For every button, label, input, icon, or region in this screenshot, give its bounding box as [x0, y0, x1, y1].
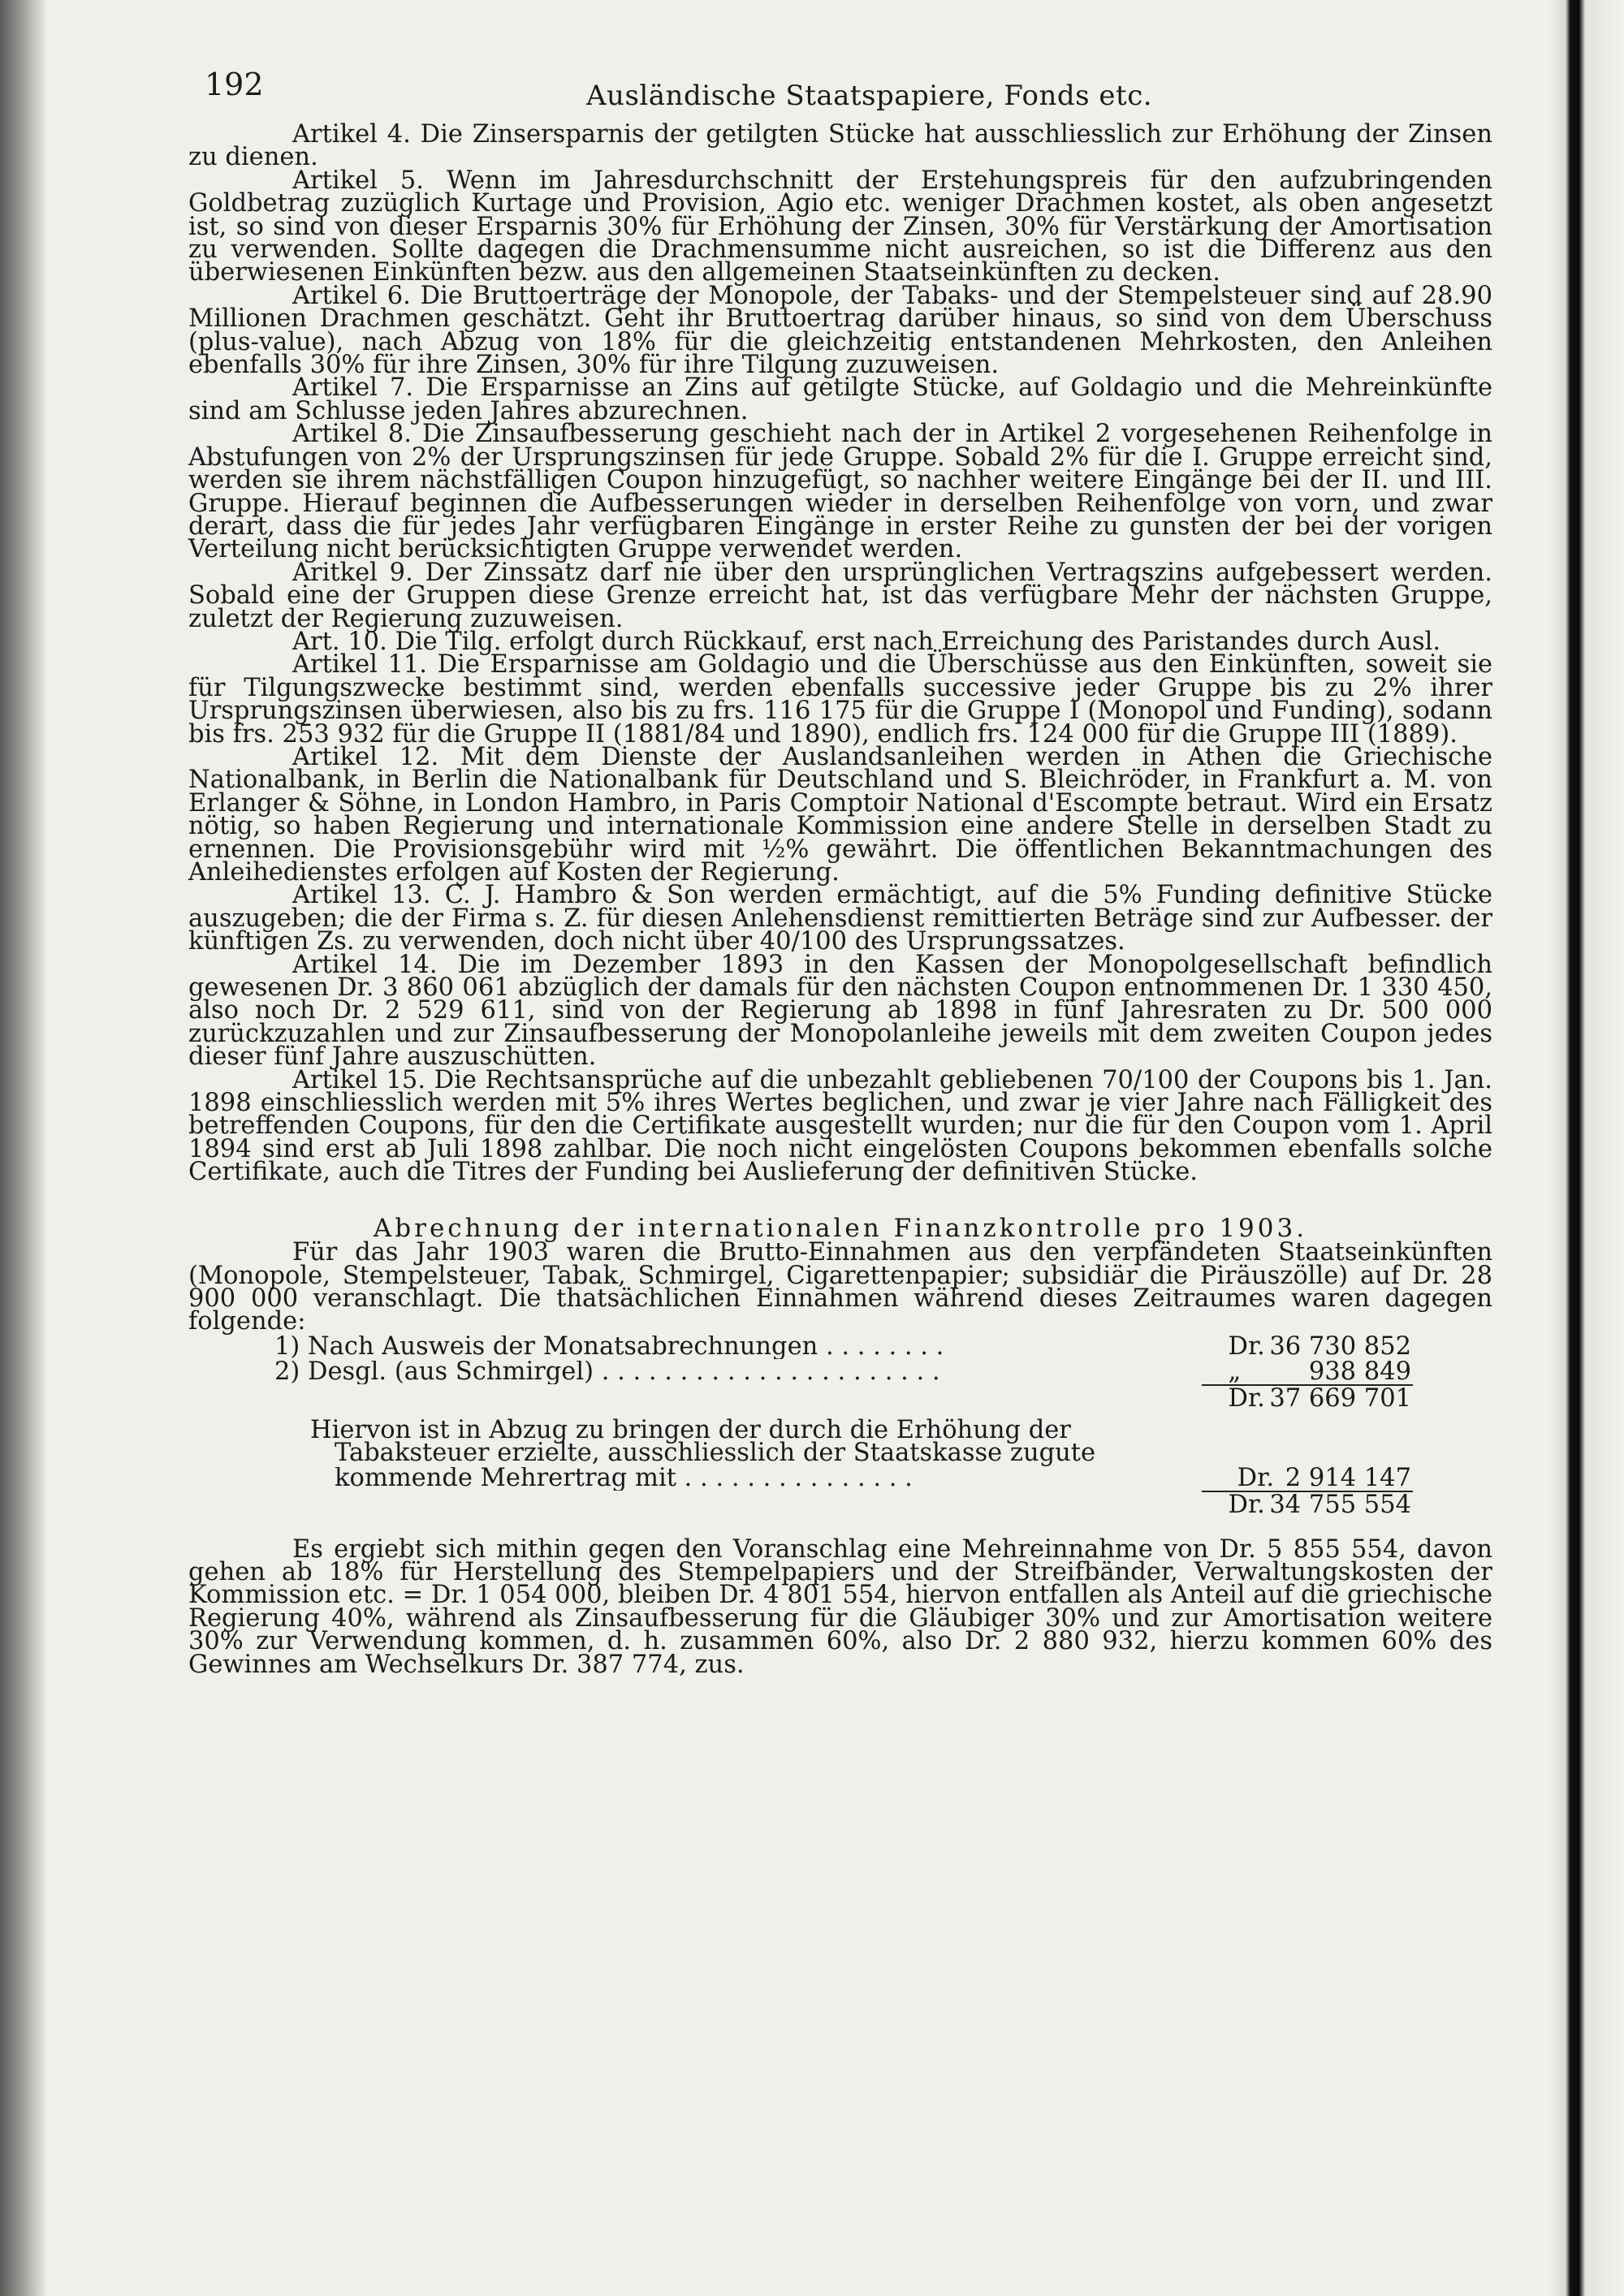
deduction-line: kommende Mehrertrag mit . . . . . . . . . . . . . . .	[335, 1467, 913, 1491]
deduction-amount: 2 914 147	[1285, 1464, 1411, 1493]
row-label: 2) Desgl. (aus Schmirgel) . . . . . . . . . . . . . . . . . . . . . .	[274, 1361, 940, 1384]
page-number: 192	[205, 67, 264, 102]
table-row	[188, 1357, 1412, 1387]
subtotal-currency: Dr.	[1228, 1384, 1265, 1413]
total-amount: 34 755 554	[1269, 1491, 1412, 1520]
abrechnung-intro: Für das Jahr 1903 waren die Brutto-Einnahmen aus den verpfändeten Staatseinkünften (Monopole, Stempelsteuer, Tabak, Schmirgel, Cigarettenpapier; subsidiär die Piräuszölle) auf Dr. 28 900 000 veranschlagt. Die thatsächlichen Einnahmen während dieses Zeitraumes waren dagegen folgende:	[188, 1238, 1492, 1336]
table-row	[188, 1332, 1412, 1362]
deduction-line: Tabaksteuer erzielte, ausschliesslich der Staatskasse zugute	[335, 1439, 1096, 1468]
article-6: Artikel 6. Die Bruttoerträge der Monopole, der Tabaks- und der Stempelsteuer sind auf 28.90 Millionen Drachmen geschätzt. Geht ihr Bruttoertrag darüber hinaus, so sind von dem Überschuss (plus-value), nach Abzug von 18% für die gleichzeitig entstandenen Mehrkosten, den Anleihen ebenfalls 30% für ihre Zinsen, 30% für ihre Tilgung zuzuweisen.	[188, 281, 1492, 380]
article-4: Artikel 4. Die Zinsersparnis der getilgten Stücke hat ausschliesslich zur Erhöhung der Zinsen zu dienen.	[188, 120, 1492, 172]
scan-left-edge	[0, 0, 47, 2296]
article-14: Artikel 14. Die im Dezember 1893 in den Kassen der Monopolgesellschaft befindlich gewesenen Dr. 3 860 061 abzüglich der damals für den nächsten Coupon entnommenen Dr. 1 330 450, also noch Dr. 2 529 611, sind von der Regierung ab 1898 in fünf Jahresraten zu Dr. 500 000 zurückzuzahlen und zur Zinsaufbesserung der Monopolanleihe jeweils mit dem zweiten Coupon jedes dieser fünf Jahre auszuschütten.	[188, 950, 1492, 1072]
article-11: Artikel 11. Die Ersparnisse am Goldagio und die Überschüsse aus den Einkünften, soweit sie für Tilgungszwecke bestimmt sind, werden ebenfalls successive jeder Gruppe bis zu 2% ihrer Ursprungszinsen überwiesen, also bis zu frs. 116 175 für die Gruppe I (Monopol und Funding), sodann bis frs. 253 932 für die Gruppe II (1881/84 und 1890), endlich frs. 124 000 für die Gruppe III (1889).	[188, 650, 1492, 749]
article-9: Aritkel 9. Der Zinssatz darf nie über den ursprünglichen Vertragszins aufgebessert werden. Sobald eine der Gruppen diese Grenze erreicht hat, ist das verfügbare Mehr der nächsten Gruppe, zuletzt der Regierung zuzuweisen.	[188, 558, 1492, 633]
row-currency: „	[1228, 1357, 1242, 1387]
row-currency: Dr.	[1228, 1332, 1265, 1362]
page-header	[188, 62, 1492, 123]
document-page	[188, 62, 1492, 1677]
row-amount: 36 730 852	[1269, 1332, 1412, 1362]
deduction-text	[188, 1415, 1203, 1468]
article-7: Artikel 7. Die Ersparnisse an Zins auf getilgte Stücke, auf Goldagio und die Mehreinkünfte sind am Schlusse jeden Jahres abzurechnen.	[188, 373, 1492, 425]
section-heading: Abrechnung der internationalen Finanzkontrolle pro 1903.	[373, 1213, 1308, 1243]
deduction-row	[188, 1465, 1411, 1491]
article-8: Artikel 8. Die Zinsaufbesserung geschieht nach der in Artikel 2 vorgesehenen Reihenfolge in Abstufungen von 2% der Ursprungszinsen für jede Gruppe. Sobald 2% für die I. Gruppe erreicht sind, werden sie ihrem nächstfälligen Coupon hinzugefügt, so nachher weitere Eingänge bei der II. und III. Gruppe. Hierauf beginnen die Aufbesserungen wieder in derselben Reihenfolge von vorn, und zwar derart, dass die für jedes Jahr verfügbaren Eingänge in erster Reihe zu gunsten der bei der vorigen Verteilung nicht berücksichtigten Gruppe verwendet werden.	[188, 420, 1492, 564]
article-15: Artikel 15. Die Rechtsansprüche auf die unbezahlt gebliebenen 70/100 der Coupons bis 1. Jan. 1898 einschliesslich werden mit 5% ihres Wertes beglichen, und zwar je vier Jahre nach Fälligkeit des betreffenden Coupons, für den die Certifikate ausgestellt wurden; nur die für den Coupon vom 1. April 1894 sind erst ab Juli 1898 zahlbar. Die noch nicht eingelösten Coupons bekommen ebenfalls solche Certifikate, auch die Titres der Funding bei Auslieferung der definitiven Stücke.	[188, 1065, 1492, 1187]
scan-right-edge	[1549, 0, 1624, 2296]
subtotal-amount: 37 669 701	[1269, 1384, 1412, 1413]
total-row	[188, 1491, 1412, 1520]
revenue-table	[188, 1332, 1412, 1520]
row-label: 1) Nach Ausweis der Monatsabrechnungen . . . . . . . .	[274, 1336, 944, 1359]
subtotal-row	[188, 1386, 1411, 1411]
deduction-currency: Dr.	[1237, 1464, 1275, 1493]
article-10: Art. 10. Die Tilg. erfolgt durch Rückkauf, erst nach Erreichung des Paristandes durch Ausl.	[292, 627, 1441, 656]
article-13: Artikel 13. C. J. Hambro & Son werden ermächtigt, auf die 5% Funding definitive Stücke auszugeben; die der Firma s. Z. für diesen Anlehensdienst remittierten Beträge sind zur Aufbesser. der künftigen Zs. zu verwenden, doch nicht über 40/100 des Ursprungssatzes.	[188, 881, 1492, 956]
deduction-line: Hiervon ist in Abzug zu bringen der durch die Erhöhung der	[310, 1415, 1071, 1444]
article-5: Artikel 5. Wenn im Jahresdurchschnitt der Erstehungspreis für den aufzubringenden Goldbetrag zuzüglich Kurtage und Provision, Agio etc. weniger Drachmen kostet, als oben angesetzt ist, so sind von dieser Ersparnis 30% für Erhöhung der Zinsen, 30% für Verstärkung der Amortisation zu verwenden. Sollte dagegen die Drachmensumme nicht ausreichen, so ist die Differenz aus den überwiesenen Einkünften bezw. aus den allgemeinen Staatseinkünften zu decken.	[188, 166, 1492, 287]
article-12: Artikel 12. Mit dem Dienste der Auslandsanleihen werden in Athen die Griechische Nationalbank, in Berlin die Nationalbank für Deutschland und S. Bleichröder, in Frankfurt a. M. von Erlanger & Söhne, in London Hambro, in Paris Comptoir National d'Escompte betraut. Wird ein Ersatz nötig, so haben Regierung und internationale Kommission eine andere Stelle in derselben Stadt zu ernennen. Die Provisionsgebühr wird mit ½% gewährt. Die öffentlichen Bekanntmachungen des Anleihedienstes erfolgen auf Kosten der Regierung.	[188, 742, 1492, 887]
running-title: Ausländische Staatspapiere, Fonds etc.	[586, 80, 1153, 112]
row-amount: 938 849	[1308, 1357, 1412, 1387]
total-currency: Dr.	[1228, 1491, 1265, 1520]
closing-paragraph: Es ergiebt sich mithin gegen den Voranschlag eine Mehreinnahme von Dr. 5 855 554, davon gehen ab 18% für Herstellung des Stempelpapiers und der Streifbänder, Verwaltungskosten der Kommission etc. = Dr. 1 054 000, bleiben Dr. 4 801 554, hiervon entfallen als Anteil auf die griechische Regierung 40%, während als Zinsaufbesserung für die Gläubiger 30% und zur Amortisation weitere 30% zur Verwendung kommen, d. h. zusammen 60%, also Dr. 2 880 932, hierzu kommen 60% des Gewinnes am Wechselkurs Dr. 387 774, zus.	[188, 1534, 1492, 1679]
